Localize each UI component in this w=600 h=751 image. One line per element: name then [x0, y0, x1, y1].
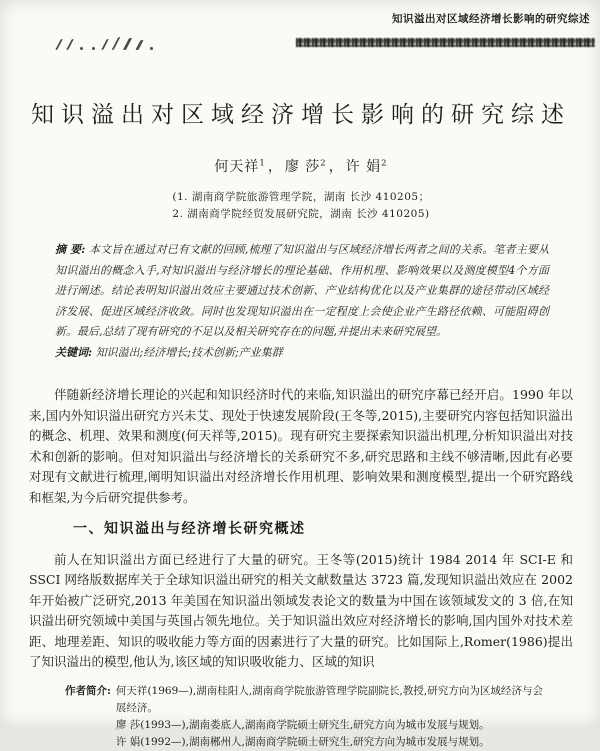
bio-list [116, 683, 573, 751]
authors-line [29, 156, 573, 176]
affiliations-block [29, 189, 573, 223]
author-bio-footnote [29, 683, 573, 751]
keywords-line [55, 343, 549, 364]
running-header-title: 知识溢出对区域经济增长影响的研究综述 [392, 13, 590, 25]
abstract-text: 本文旨在通过对已有文献的回顾,梳理了知识溢出与区域经济增长两者之间的关系。笔者主要从知识溢出的概念入手,对知识溢出与经济增长的理论基础、作用机理、影响效果以及测度模型4个方面进行阐述。结论表明知识溢出效应主要通过技术创新、产业结构优化以及产业集群的途径带动区域经济发展、促进区域经济收敛。同时也发现知识溢出在一定程度上会使企业产生路径依赖、可能阻碍创新。最后,总结了现有研究的不足以及相关研究存在的问题,并提出未来研究展望。 [55, 243, 550, 338]
abstract-block [55, 240, 549, 343]
author-2: 廖 莎$^2$ ， [284, 158, 344, 175]
author-3-affiliation-mark: 2 [381, 158, 388, 169]
handwritten-marks [58, 35, 296, 50]
bio-entry-3: 许 娟(1992—),湖南郴州人,湖南商学院硕士研究生,研究方向为城市发展与规划。 [115, 735, 490, 748]
intro-paragraph: 伴随新经济增长理论的兴起和知识经济时代的来临,知识溢出的研究序幕已经开启。1990 年以来,国内外知识溢出研究方兴未艾、现处于快速发展阶段(王冬等,2015),主要研究内容包括知识溢出的概念、机理、效果和测度(何天祥等,2015)。现有研究主要探索知识溢出机理,分析知识溢出对技术和创新的影响。但对知识溢出与经济增长的关系研究不多,研究思路和主线不够清晰,因此有必要对现有文献进行梳理,阐明知识溢出对经济增长作用机理、影响效果和测度模型,提出一个研究路线和框架,为今后研究提供参考。 [29, 387, 573, 505]
author-3: 许 娟$^2$ [345, 158, 388, 175]
affiliation-line-1: (1. 湖南商学院旅游管理学院，湖南 长沙 410205； [172, 191, 430, 203]
article-title: 知识溢出对区域经济增长影响的研究综述 [31, 102, 571, 128]
bio-entry-1: 何天祥(1969—),湖南桂阳人,湖南商学院旅游管理学院副院长,教授,研究方向为区域经济与会展经济。 [115, 684, 543, 714]
keywords-label: 关键词: [55, 345, 93, 359]
article-body [29, 385, 573, 673]
author-2-affiliation-mark: 2 [320, 158, 327, 169]
section-1-heading: 一、知识溢出与经济增长研究概述 [73, 521, 306, 537]
keywords-text: 知识溢出;经济增长;技术创新;产业集群 [95, 345, 283, 359]
overview-paragraph: 前人在知识溢出方面已经进行了大量的研究。王冬等(2015)统计 1984 2014 年 SCI-E 和 SSCI 网络版数据库关于全球知识溢出研究的相关文献数量达 3723 篇,发现知识溢出效应在 2002 年开始被广泛研究,2013 年美国在知识溢出领域发表论文的数量为中国在该领域发文的 3 倍,在知识溢出研究领域中美国与英国占领先地位。关于知识溢出效应对经济增长的影响,国内国外对技术差距、地理差距、知识的吸收能力等方面的因素进行了大量的研究。比如国际上,Romer(1986)提出了知识溢出的模型,他认为,该区域的知识吸收能力、区域的知识 [29, 551, 573, 669]
abstract-label: 摘 要: [55, 243, 86, 256]
affiliation-line-2: 2. 湖南商学院经贸发展研究院，湖南 长沙 410205) [172, 208, 430, 220]
bio-label: 作者简介: [65, 684, 111, 697]
author-1-affiliation-mark: 1 [259, 158, 266, 169]
illegible-print-strip [296, 38, 595, 47]
author-1: 何天祥$^1$ ， [214, 158, 283, 175]
bio-entry-2: 廖 莎(1993—),湖南娄底人,湖南商学院硕士研究生,研究方向为城市发展与规划。 [115, 718, 490, 731]
